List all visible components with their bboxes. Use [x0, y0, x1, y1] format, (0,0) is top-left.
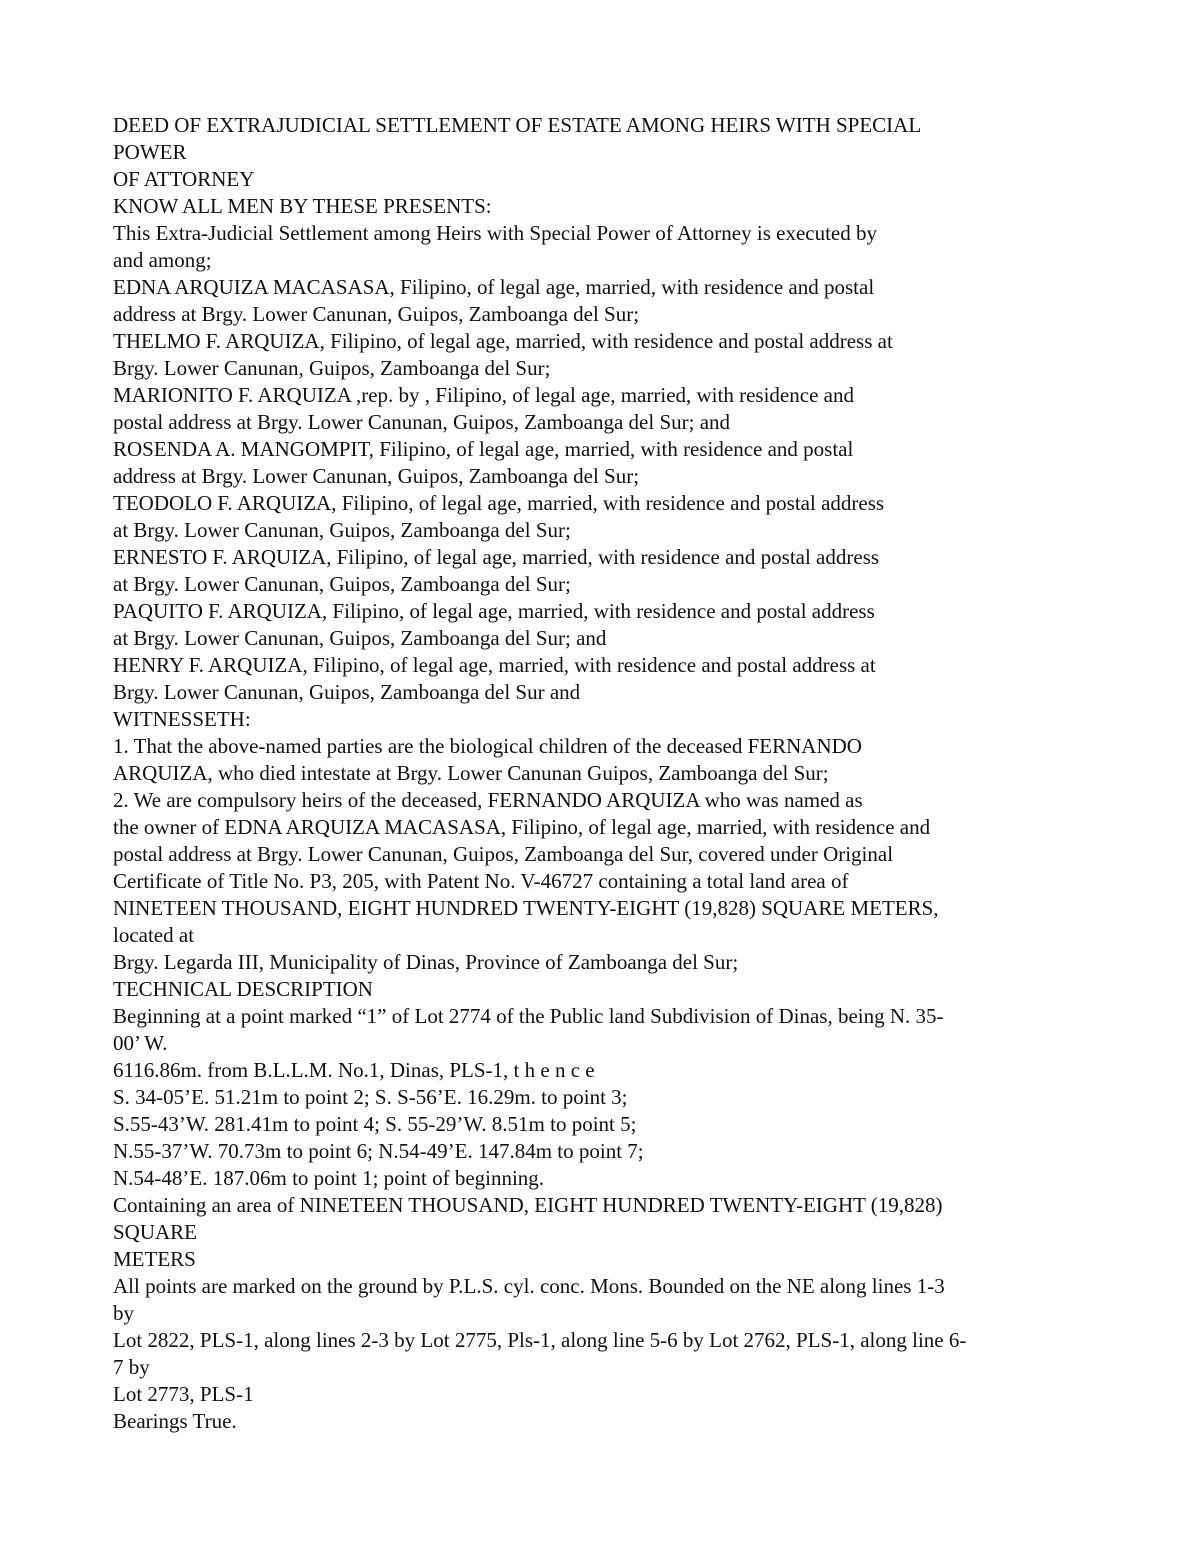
document-line: S.55-43’W. 281.41m to point 4; S. 55-29’W. 8.51m to point 5;: [113, 1112, 637, 1136]
document-line: Brgy. Lower Canunan, Guipos, Zamboanga del Sur and: [113, 680, 581, 704]
document-line: postal address at Brgy. Lower Canunan, Guipos, Zamboanga del Sur, covered under Original: [113, 842, 894, 866]
document-line: EDNA ARQUIZA MACASASA, Filipino, of legal age, married, with residence and postal: [113, 275, 875, 299]
document-line: 1. That the above-named parties are the biological children of the deceased FERNANDO: [113, 734, 862, 758]
document-line: Certificate of Title No. P3, 205, with Patent No. V-46727 containing a total land area of: [113, 869, 849, 893]
document-line: MARIONITO F. ARQUIZA ,rep. by , Filipino, of legal age, married, with residence and: [113, 383, 854, 407]
document-line: N.55-37’W. 70.73m to point 6; N.54-49’E. 147.84m to point 7;: [113, 1139, 644, 1163]
document-line: METERS: [113, 1247, 196, 1271]
document-line: POWER: [113, 140, 187, 164]
document-line: KNOW ALL MEN BY THESE PRESENTS:: [113, 194, 492, 218]
document-line: and among;: [113, 248, 212, 272]
document-line: at Brgy. Lower Canunan, Guipos, Zamboanga del Sur;: [113, 572, 571, 596]
document-line: Bearings True.: [113, 1409, 237, 1433]
document-line: ARQUIZA, who died intestate at Brgy. Lower Canunan Guipos, Zamboanga del Sur;: [113, 761, 829, 785]
document-line: S. 34-05’E. 51.21m to point 2; S. S-56’E. 16.29m. to point 3;: [113, 1085, 628, 1109]
document-line: TECHNICAL DESCRIPTION: [113, 977, 373, 1001]
document-line: 00’ W.: [113, 1031, 168, 1055]
document-line: SQUARE: [113, 1220, 198, 1244]
document-line: HENRY F. ARQUIZA, Filipino, of legal age, married, with residence and postal address at: [113, 653, 876, 677]
document-line: located at: [113, 923, 195, 947]
document-line: the owner of EDNA ARQUIZA MACASASA, Filipino, of legal age, married, with residence and: [113, 815, 931, 839]
document-line: PAQUITO F. ARQUIZA, Filipino, of legal age, married, with residence and postal address: [113, 599, 875, 623]
document-line: Beginning at a point marked “1” of Lot 2774 of the Public land Subdivision of Dinas, being N. 35-: [113, 1004, 944, 1028]
document-line: TEODOLO F. ARQUIZA, Filipino, of legal age, married, with residence and postal address: [113, 491, 885, 515]
document-line: N.54-48’E. 187.06m to point 1; point of beginning.: [113, 1166, 545, 1190]
document-line: DEED OF EXTRAJUDICIAL SETTLEMENT OF ESTATE AMONG HEIRS WITH SPECIAL: [113, 113, 922, 137]
document-line: by: [113, 1301, 134, 1325]
document-line: Containing an area of NINETEEN THOUSAND, EIGHT HUNDRED TWENTY-EIGHT (19,828): [113, 1193, 943, 1217]
document-line: 2. We are compulsory heirs of the deceased, FERNANDO ARQUIZA who was named as: [113, 788, 863, 812]
document-line: NINETEEN THOUSAND, EIGHT HUNDRED TWENTY-EIGHT (19,828) SQUARE METERS,: [113, 896, 939, 920]
document-line: Brgy. Lower Canunan, Guipos, Zamboanga del Sur;: [113, 356, 551, 380]
document-body: [113, 112, 1073, 1435]
document-line: postal address at Brgy. Lower Canunan, Guipos, Zamboanga del Sur; and: [113, 410, 731, 434]
document-line: at Brgy. Lower Canunan, Guipos, Zamboanga del Sur; and: [113, 626, 607, 650]
document-line: This Extra-Judicial Settlement among Heirs with Special Power of Attorney is executed by: [113, 221, 877, 245]
document-line: ERNESTO F. ARQUIZA, Filipino, of legal age, married, with residence and postal address: [113, 545, 880, 569]
document-line: OF ATTORNEY: [113, 167, 255, 191]
document-line: Lot 2773, PLS-1: [113, 1382, 254, 1406]
document-line: Lot 2822, PLS-1, along lines 2-3 by Lot 2775, Pls-1, along line 5-6 by Lot 2762, PLS-1, along line 6-: [113, 1328, 967, 1352]
document-line: ROSENDA A. MANGOMPIT, Filipino, of legal age, married, with residence and postal: [113, 437, 854, 461]
document-line: Brgy. Legarda III, Municipality of Dinas, Province of Zamboanga del Sur;: [113, 950, 739, 974]
document-line: THELMO F. ARQUIZA, Filipino, of legal age, married, with residence and postal address at: [113, 329, 893, 353]
document-line: 7 by: [113, 1355, 150, 1379]
document-line: at Brgy. Lower Canunan, Guipos, Zamboanga del Sur;: [113, 518, 571, 542]
document-line: address at Brgy. Lower Canunan, Guipos, Zamboanga del Sur;: [113, 464, 640, 488]
document-line: address at Brgy. Lower Canunan, Guipos, Zamboanga del Sur;: [113, 302, 640, 326]
document-line: All points are marked on the ground by P.L.S. cyl. conc. Mons. Bounded on the NE along lines 1-3: [113, 1274, 945, 1298]
document-line: 6116.86m. from B.L.L.M. No.1, Dinas, PLS-1, t h e n c e: [113, 1058, 595, 1082]
document-line: WITNESSETH:: [113, 707, 251, 731]
